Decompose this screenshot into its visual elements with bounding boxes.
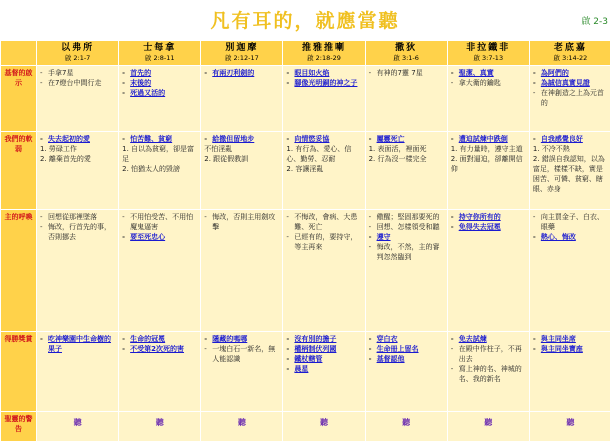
cell-hear: 聽 [529, 412, 610, 442]
cell-call-laodicea: - 向主買金子、白衣、眼藥 - 熱心、悔改 [529, 210, 610, 332]
cell-hear: 聽 [283, 412, 365, 442]
row-label: 我們的軟弱 [1, 132, 37, 210]
row-label: 主的呼喚 [1, 210, 37, 332]
cell-weak-ephesus: - 失去起初的愛 1. 勞碌工作 2. 離棄首先的愛 [37, 132, 119, 210]
row-label: 得勝獎賞 [1, 332, 37, 412]
row-label: 聖靈的警告 [1, 412, 37, 442]
row-reward [1, 332, 610, 412]
page-title: 凡有耳的，就應當聽 [0, 6, 610, 33]
cell-reward-smyrna: - 生命的冠冕 - 不受第2次死的害 [119, 332, 201, 412]
cell-reward-sardis: - 穿白衣 - 生命冊上留名 - 基督認他 [365, 332, 447, 412]
cell-christ-smyrna: - 首先的 - 末後的 - 死過又活的 [119, 66, 201, 132]
cell-hear: 聽 [37, 412, 119, 442]
cell-reward-thyatira: - 沒有別的擔子 - 權柄制伏列國 - 鐵杖轄管 - 晨星 [283, 332, 365, 412]
cell-reward-laodicea: - 與主同坐席 - 與主同坐寶座 [529, 332, 610, 412]
church-header: 別迦摩 啟 2:12-17 [201, 41, 283, 66]
cell-call-smyrna: - 不用怕受苦、不用怕魔鬼逼害 - 要至死忠心 [119, 210, 201, 332]
church-header: 士每拿 啟 2:8-11 [119, 41, 201, 66]
church-header: 撒狄 啟 3:1-6 [365, 41, 447, 66]
cell-call-ephesus: - 回想從那裡墜落 - 悔改，行首先的事，否則挪去 [37, 210, 119, 332]
cell-hear: 聽 [447, 412, 529, 442]
page-reference: 啟 2-3 [581, 14, 608, 27]
cell-hear: 聽 [365, 412, 447, 442]
cell-christ-ephesus: - 手拿7星 - 在7燈台中間行走 [37, 66, 119, 132]
row-call [1, 210, 610, 332]
row-label: 基督的啟示 [1, 66, 37, 132]
cell-christ-sardis: - 有神的7靈 7星 [365, 66, 447, 132]
cell-weak-philadelphia: - 遭迫試煉中跌倒 1. 有力量時，遵守主道 2. 面對逼迫，卻離開信仰 [447, 132, 529, 210]
cell-weak-thyatira: - 向情慾妥協 1. 有行為、愛心、信心、勤勞、忍耐 2. 容讓淫亂 [283, 132, 365, 210]
cell-weak-laodicea: - 自我感覺良好 1. 不冷不熱 2. 錯誤自我認知，以為富足，樣樣不缺，實是困苦、可憐、貧窮、瞎眼、赤身 [529, 132, 610, 210]
churches-table [0, 40, 610, 442]
cell-christ-philadelphia: - 聖潔、真實 - 拿大衛的鑰匙 [447, 66, 529, 132]
cell-hear: 聽 [119, 412, 201, 442]
cell-call-thyatira: - 不悔改，會病、大患難、死亡 - 已經有的，要持守，等主再來 [283, 210, 365, 332]
cell-christ-thyatira: - 眼目如火焰 - 腳像光明銅的神之子 [283, 66, 365, 132]
church-header: 老底嘉 啟 3:14-22 [529, 41, 610, 66]
corner-cell [1, 41, 37, 66]
row-christ [1, 66, 610, 132]
cell-reward-pergamum: - 隱藏的嗎哪 - 一塊白石一新名，無人能認識 [201, 332, 283, 412]
cell-call-sardis: - 儆醒；堅固那要死的 - 回想、怎樣領受和聽 - 遵守 - 悔改，不然，主的審判忽然臨到 [365, 210, 447, 332]
cell-christ-pergamum: - 有兩刃利劍的 [201, 66, 283, 132]
cell-weak-pergamum: - 給撒但留地步 不怕淫亂 2. 跟從假教訓 [201, 132, 283, 210]
church-header: 非拉鐵非 啟 3:7-13 [447, 41, 529, 66]
cell-christ-laodicea: - 為阿們的 - 為誠信真實見證 - 在神創造之上為元首的 [529, 66, 610, 132]
cell-reward-philadelphia: - 免去試煉 - 在殿中作柱子，不再出去 - 寫上神的名、神城的名、我的新名 [447, 332, 529, 412]
church-header: 推雅推喇 啟 2:18-29 [283, 41, 365, 66]
cell-weak-smyrna: - 怕苦難、貧窮 1. 自以為貧窮，卻是富足 2. 怕猶太人的毀謗 [119, 132, 201, 210]
cell-call-pergamum: - 悔改，否則主用劍攻擊 [201, 210, 283, 332]
cell-reward-ephesus: - 吃神樂園中生命樹的果子 [37, 332, 119, 412]
cell-call-philadelphia: - 持守你所有的 - 免得失去冠冕 [447, 210, 529, 332]
row-weakness [1, 132, 610, 210]
church-header: 以弗所 啟 2:1-7 [37, 41, 119, 66]
cell-weak-sardis: - 屬靈死亡 1. 表面活，裡面死 2. 行為沒一樣完全 [365, 132, 447, 210]
cell-hear: 聽 [201, 412, 283, 442]
